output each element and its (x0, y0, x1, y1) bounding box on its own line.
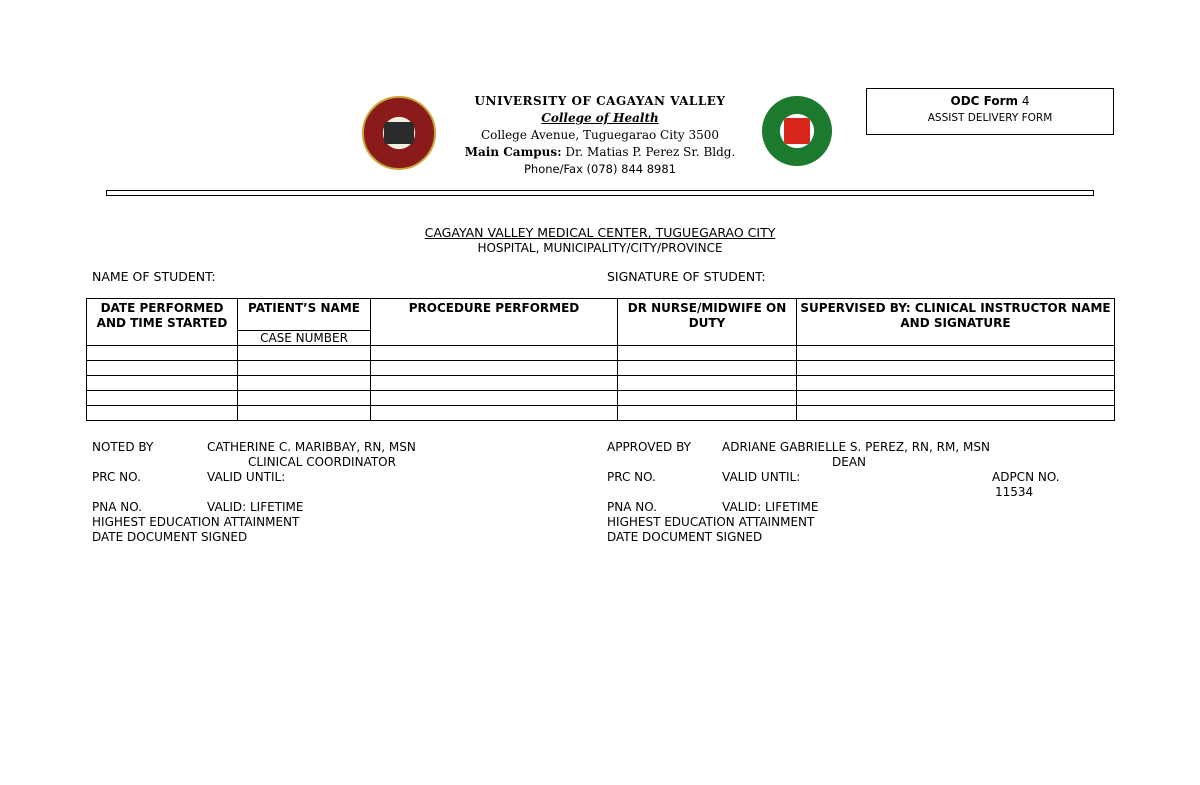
left-pna-label: PNA NO. (92, 500, 142, 514)
table-row (87, 406, 1115, 421)
college-address: College Avenue, Tuguegarao City 3500 (480, 128, 719, 142)
university-name: UNIVERSITY OF CAGAYAN VALLEY (474, 94, 726, 108)
table-cell[interactable] (797, 376, 1115, 391)
university-seal-icon (362, 96, 436, 170)
hospital-subtitle: HOSPITAL, MUNICIPALITY/CITY/PROVINCE (477, 241, 723, 255)
header-procedure-performed: PROCEDURE PERFORMED (371, 299, 618, 346)
table-row (87, 391, 1115, 406)
hospital-name: CAGAYAN VALLEY MEDICAL CENTER, TUGUEGARAO CITY (424, 225, 776, 240)
table-row (87, 376, 1115, 391)
header-date-performed: DATE PERFORMED AND TIME STARTED (87, 299, 238, 346)
table-cell[interactable] (87, 391, 238, 406)
header-on-duty: DR NURSE/MIDWIFE ON DUTY (618, 299, 797, 346)
left-prc-label: PRC NO. (92, 470, 141, 484)
college-of-health-seal-icon (762, 96, 832, 166)
table-cell[interactable] (238, 391, 371, 406)
table-cell[interactable] (87, 376, 238, 391)
approved-by-label: APPROVED BY (607, 440, 692, 454)
left-date-signed: DATE DOCUMENT SIGNED (92, 530, 248, 544)
right-education: HIGHEST EDUCATION ATTAINMENT (607, 515, 815, 529)
noted-by-label: NOTED BY (92, 440, 154, 454)
table-row (87, 361, 1115, 376)
phone-fax: Phone/Fax (078) 844 8981 (523, 162, 676, 176)
table-cell[interactable] (238, 376, 371, 391)
table-cell[interactable] (371, 346, 618, 361)
right-valid-until: VALID UNTIL: (722, 470, 801, 484)
table-cell[interactable] (618, 361, 797, 376)
table-cell[interactable] (797, 346, 1115, 361)
noted-by-name: CATHERINE C. MARIBBAY, RN, MSN (207, 440, 416, 454)
adpcn-value: 11534 (995, 485, 1034, 499)
right-valid-lifetime: VALID: LIFETIME (722, 500, 819, 514)
table-cell[interactable] (371, 361, 618, 376)
form-name: ASSIST DELIVERY FORM (927, 112, 1053, 124)
student-signature-label: SIGNATURE OF STUDENT: (607, 269, 766, 284)
header-patient-name: PATIENT’S NAME (238, 299, 371, 331)
table-cell[interactable] (618, 406, 797, 421)
letterhead (430, 93, 770, 178)
table-cell[interactable] (797, 406, 1115, 421)
table-cell[interactable] (238, 406, 371, 421)
table-cell[interactable] (618, 376, 797, 391)
table-cell[interactable] (238, 361, 371, 376)
left-education: HIGHEST EDUCATION ATTAINMENT (92, 515, 300, 529)
table-cell[interactable] (87, 406, 238, 421)
procedure-log-table (86, 298, 1115, 421)
form-code: ODC Form 4 (950, 94, 1030, 108)
right-pna-label: PNA NO. (607, 500, 657, 514)
table-cell[interactable] (238, 346, 371, 361)
table-cell[interactable] (797, 361, 1115, 376)
table-cell[interactable] (371, 406, 618, 421)
right-date-signed: DATE DOCUMENT SIGNED (607, 530, 763, 544)
approved-by-role: DEAN (832, 455, 867, 469)
table-row (87, 346, 1115, 361)
adpcn-label: ADPCN NO. (992, 470, 1060, 484)
hospital-block (300, 225, 900, 256)
left-valid-lifetime: VALID: LIFETIME (207, 500, 304, 514)
main-campus: Main Campus: Dr. Matias P. Perez Sr. Bldg. (464, 145, 736, 159)
header-case-number: CASE NUMBER (238, 331, 371, 346)
table-cell[interactable] (371, 391, 618, 406)
header-supervised-by: SUPERVISED BY: CLINICAL INSTRUCTOR NAME AND SIGNATURE (797, 299, 1115, 346)
table-cell[interactable] (87, 361, 238, 376)
left-valid-until: VALID UNTIL: (207, 470, 286, 484)
form-code-box (866, 88, 1114, 135)
student-name-label: NAME OF STUDENT: (92, 269, 216, 284)
college-name: College of Health (541, 111, 659, 125)
right-prc-label: PRC NO. (607, 470, 656, 484)
table-cell[interactable] (618, 346, 797, 361)
table-cell[interactable] (87, 346, 238, 361)
header-divider (106, 190, 1094, 196)
table-cell[interactable] (797, 391, 1115, 406)
approved-by-name: ADRIANE GABRIELLE S. PEREZ, RN, RM, MSN (722, 440, 990, 454)
noted-by-role: CLINICAL COORDINATOR (248, 455, 396, 469)
table-cell[interactable] (371, 376, 618, 391)
table-cell[interactable] (618, 391, 797, 406)
